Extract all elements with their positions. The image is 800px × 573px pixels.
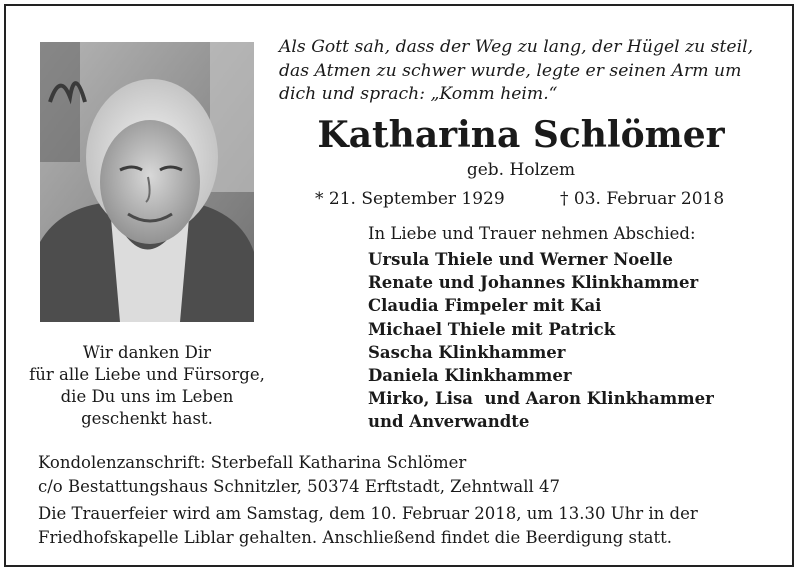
thanks-line: für alle Liebe und Fürsorge, xyxy=(29,365,265,384)
maiden-name: geb. Holzem xyxy=(466,160,576,180)
mourner-name: Sascha Klinkhammer xyxy=(368,342,566,362)
thanks-line: die Du uns im Leben xyxy=(60,387,234,406)
mourner-name: Daniela Klinkhammer xyxy=(368,366,572,386)
verse-quote xyxy=(279,36,763,107)
deceased-name: Katharina Schlömer xyxy=(317,114,725,156)
funeral-service-info xyxy=(38,502,763,550)
condolence-line: c/o Bestattungshaus Schnitzler, 50374 Erftstadt, Zehntwall 47 xyxy=(38,477,561,496)
verse-line: Als Gott sah, dass der Weg zu lang, der Hügel zu steil, xyxy=(279,37,754,57)
thanks-text xyxy=(20,342,274,430)
condolence-line: Kondolenzanschrift: Sterbefall Katharina Schlömer xyxy=(38,453,467,472)
death-date: † 03. Februar 2018 xyxy=(560,189,725,209)
condolence-address xyxy=(38,451,560,499)
mourner-name: und Anverwandte xyxy=(368,412,530,432)
mourner-name: Michael Thiele mit Patrick xyxy=(368,319,616,339)
birth-date: * 21. September 1929 xyxy=(315,189,505,209)
mourners-list xyxy=(368,248,714,434)
portrait-photo xyxy=(40,42,254,322)
portrait-image xyxy=(40,42,254,322)
mourners-intro: In Liebe und Trauer nehmen Abschied: xyxy=(368,224,696,243)
service-line: Friedhofskapelle Liblar gehalten. Anschließend findet die Beerdigung statt. xyxy=(38,528,672,547)
verse-line: das Atmen zu schwer wurde, legte er seinen Arm um xyxy=(279,60,742,81)
verse-line: dich und sprach: „Komm heim.“ xyxy=(279,84,558,104)
mourner-name: Claudia Fimpeler mit Kai xyxy=(368,296,602,316)
service-line: Die Trauerfeier wird am Samstag, dem 10. Februar 2018, um 13.30 Uhr in der xyxy=(38,504,698,523)
thanks-line: Wir danken Dir xyxy=(82,343,212,362)
mourner-name: Ursula Thiele und Werner Noelle xyxy=(368,250,673,269)
mourner-name: Renate und Johannes Klinkhammer xyxy=(368,273,699,293)
thanks-line: geschenkt hast. xyxy=(81,409,213,428)
mourner-name: Mirko, Lisa und Aaron Klinkhammer xyxy=(368,389,714,409)
